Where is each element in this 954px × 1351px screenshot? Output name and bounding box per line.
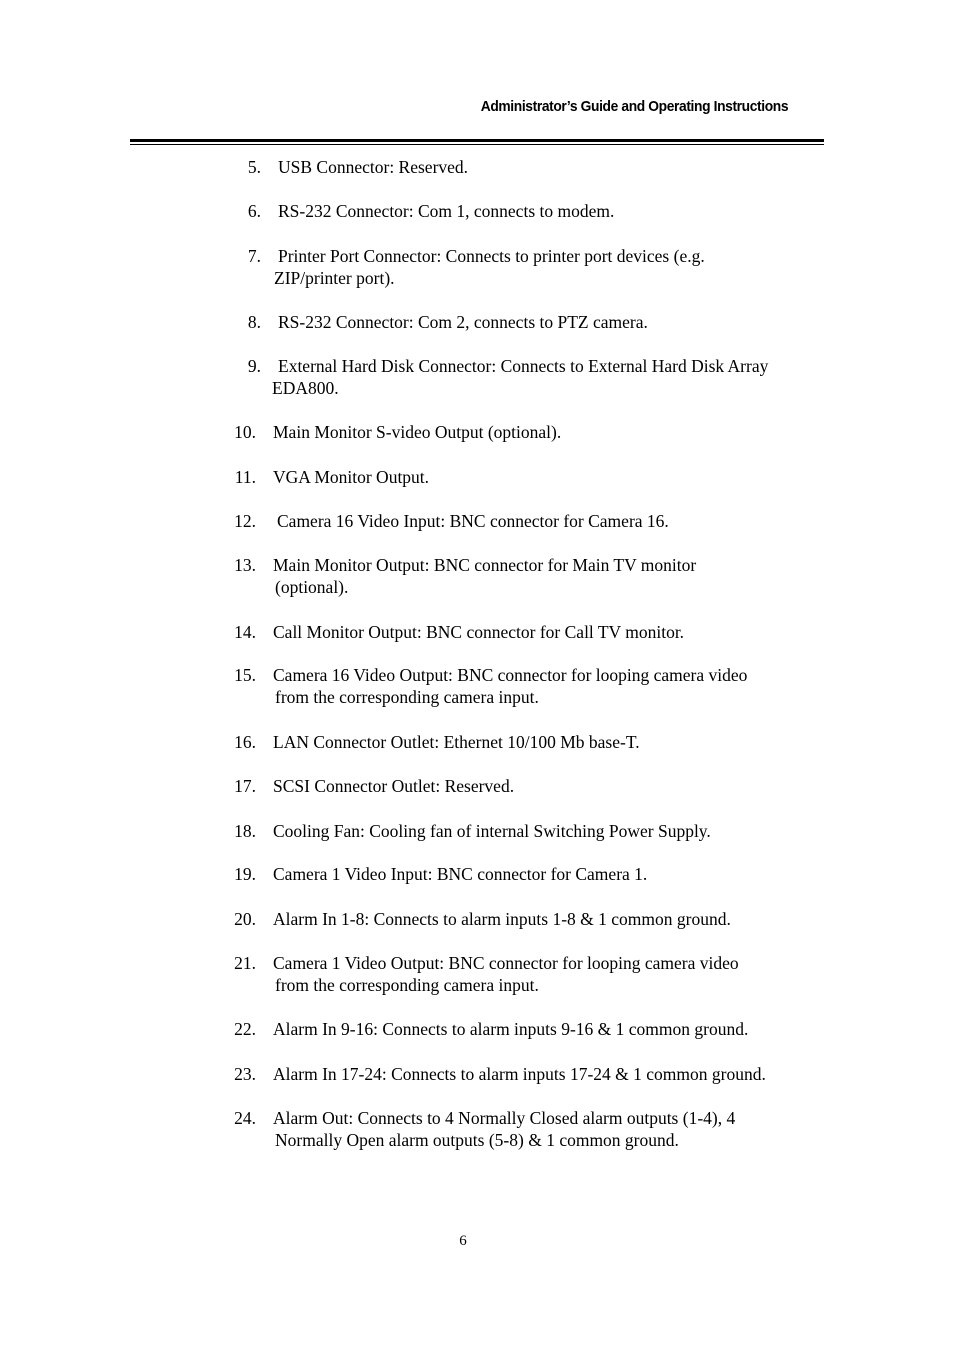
list-item-number: 16. bbox=[234, 732, 256, 752]
list-item-number: 19. bbox=[234, 864, 256, 884]
list-item-text: Normally Open alarm outputs (5-8) & 1 common ground. bbox=[275, 1130, 679, 1150]
list-item-text: USB Connector: Reserved. bbox=[278, 157, 469, 177]
list-item-text: from the corresponding camera input. bbox=[275, 687, 539, 707]
list-item-number: 18. bbox=[234, 821, 256, 841]
list-item-text: from the corresponding camera input. bbox=[275, 975, 539, 995]
list-item-text: Call Monitor Output: BNC connector for Call TV monitor. bbox=[273, 622, 685, 642]
list-item-number: 24. bbox=[234, 1108, 256, 1128]
list-item-text: Camera 16 Video Output: BNC connector for looping camera video bbox=[273, 665, 748, 685]
list-item-number: 12. bbox=[234, 511, 256, 531]
list-item-number: 22. bbox=[234, 1019, 256, 1039]
list-item-number: 13. bbox=[234, 555, 256, 575]
list-item-text: ZIP/printer port). bbox=[274, 268, 395, 288]
list-item-number: 15. bbox=[234, 665, 256, 685]
list-item-text: (optional). bbox=[275, 577, 349, 597]
list-item-number: 6. bbox=[247, 201, 261, 221]
list-item-text: Alarm In 17-24: Connects to alarm inputs 17-24 & 1 common ground. bbox=[273, 1064, 766, 1084]
list-item-text: LAN Connector Outlet: Ethernet 10/100 Mb base-T. bbox=[273, 732, 640, 752]
list-item-text: RS-232 Connector: Com 1, connects to modem. bbox=[278, 201, 615, 221]
list-item-number: 5. bbox=[247, 157, 261, 177]
list-item-number: 20. bbox=[234, 909, 256, 929]
list-item-text: Camera 1 Video Input: BNC connector for Camera 1. bbox=[273, 864, 648, 884]
list-item-number: 11. bbox=[234, 467, 256, 487]
list-item-text: Camera 16 Video Input: BNC connector for Camera 16. bbox=[277, 511, 669, 531]
list-item-text: SCSI Connector Outlet: Reserved. bbox=[273, 776, 515, 796]
list-item-number: 9. bbox=[247, 356, 261, 376]
list-item-text: Main Monitor S-video Output (optional). bbox=[273, 422, 562, 442]
list-item-text: EDA800. bbox=[272, 378, 339, 398]
list-item-number: 10. bbox=[234, 422, 256, 442]
list-item-text: Alarm In 1-8: Connects to alarm inputs 1-8 & 1 common ground. bbox=[273, 909, 731, 929]
list-item-number: 8. bbox=[247, 312, 261, 332]
page-number: 6 bbox=[459, 1233, 467, 1249]
list-item-text: Main Monitor Output: BNC connector for Main TV monitor bbox=[273, 555, 697, 575]
list-item-number: 14. bbox=[234, 622, 256, 642]
list-item-number: 17. bbox=[234, 776, 256, 796]
list-item-number: 21. bbox=[234, 953, 256, 973]
header-title: Administrator’s Guide and Operating Instructions bbox=[480, 98, 788, 115]
list-item-number: 23. bbox=[234, 1064, 256, 1084]
list-item-text: RS-232 Connector: Com 2, connects to PTZ camera. bbox=[278, 312, 648, 332]
list-item-text: VGA Monitor Output. bbox=[273, 467, 430, 487]
list-item-text: External Hard Disk Connector: Connects to External Hard Disk Array bbox=[278, 356, 769, 376]
list-item-text: Camera 1 Video Output: BNC connector for looping camera video bbox=[273, 953, 739, 973]
list-item-text: Cooling Fan: Cooling fan of internal Switching Power Supply. bbox=[273, 821, 711, 841]
list-item-text: Alarm Out: Connects to 4 Normally Closed alarm outputs (1-4), 4 bbox=[273, 1108, 736, 1128]
list-item-number: 7. bbox=[247, 246, 261, 266]
list-item-text: Alarm In 9-16: Connects to alarm inputs 9-16 & 1 common ground. bbox=[273, 1019, 749, 1039]
list-item-text: Printer Port Connector: Connects to printer port devices (e.g. bbox=[278, 246, 705, 266]
